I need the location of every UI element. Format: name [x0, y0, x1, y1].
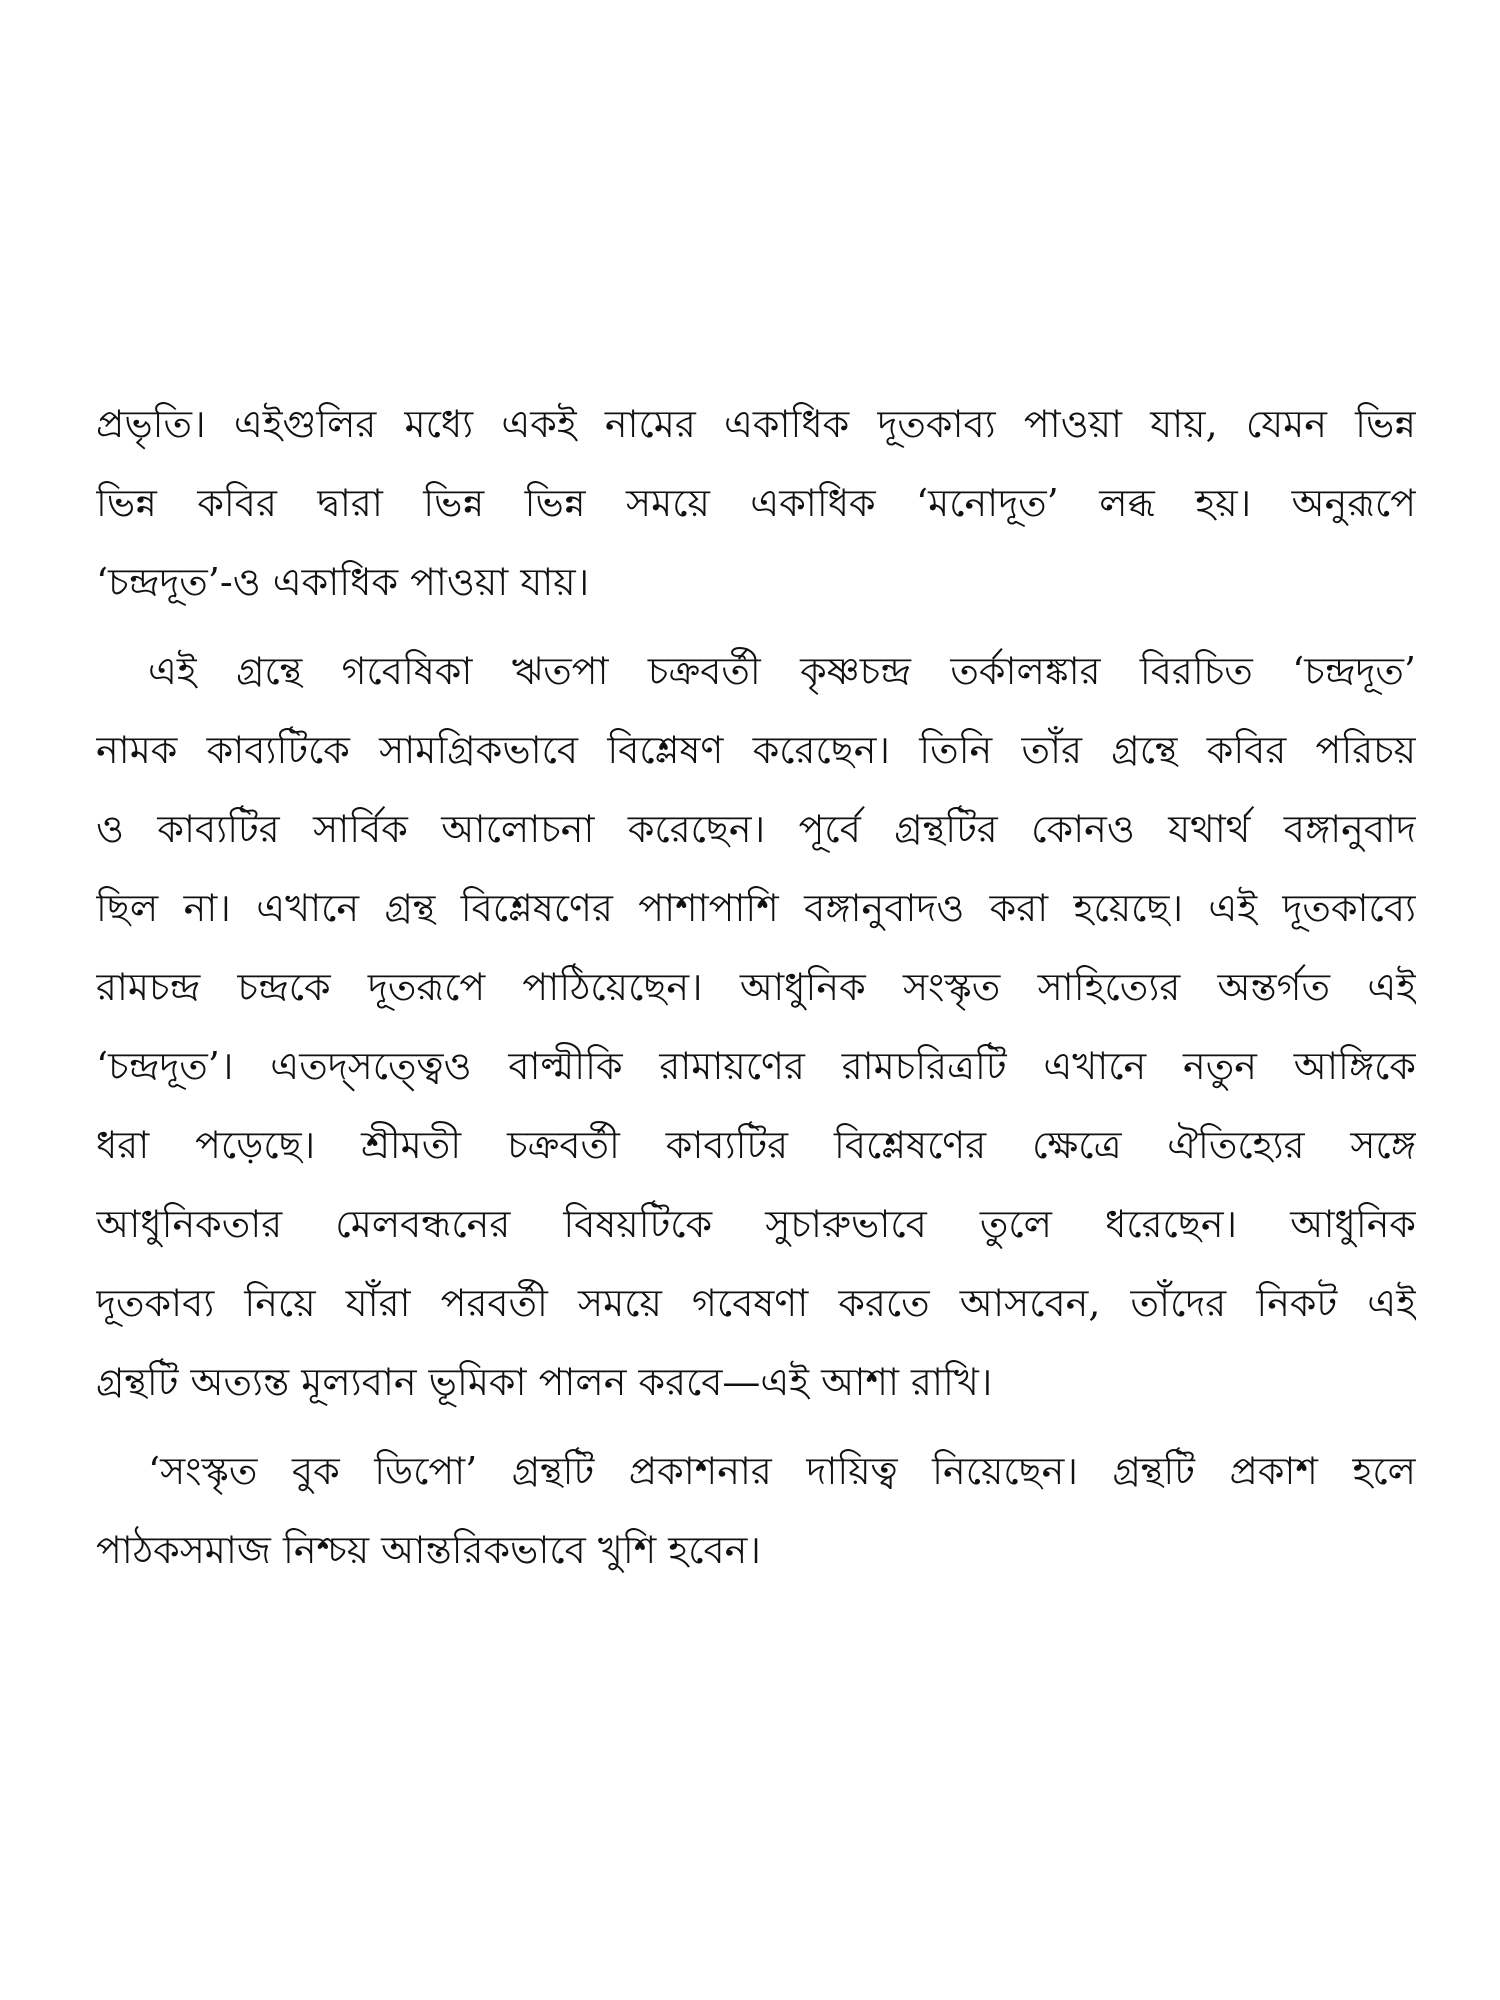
- paragraph-2: [96, 632, 1416, 1422]
- text-line: পাঠকসমাজ নিশ্চয় আন্তরিকভাবে খুশি হবেন।: [96, 1528, 761, 1572]
- text-line: ভিন্ন কবির দ্বারা ভিন্ন ভিন্ন সময়ে একাধিক ‘মনোদূত’ লব্ধ হয়। অনুরূপে: [96, 481, 1416, 525]
- body-text: [96, 385, 1416, 1590]
- text-line: দূতকাব্য নিয়ে যাঁরা পরবর্তী সময়ে গবেষণা করতে আসবেন, তাঁদের নিকট এই: [96, 1281, 1416, 1325]
- text-line: ‘চন্দ্রদূত’-ও একাধিক পাওয়া যায়।: [96, 560, 590, 604]
- text-line: রামচন্দ্র চন্দ্রকে দূতরূপে পাঠিয়েছেন। আধুনিক সংস্কৃত সাহিত্যের অন্তর্গত এই: [96, 965, 1416, 1009]
- text-line: ‘সংস্কৃত বুক ডিপো’ গ্রন্থটি প্রকাশনার দায়িত্ব নিয়েছেন। গ্রন্থটি প্রকাশ হলে: [148, 1449, 1416, 1493]
- text-line: ছিল না। এখানে গ্রন্থ বিশ্লেষণের পাশাপাশি বঙ্গানুবাদও করা হয়েছে। এই দূতকাব্যে: [96, 886, 1416, 930]
- text-line: গ্রন্থটি অত্যন্ত মূল্যবান ভূমিকা পালন করবে—এই আশা রাখি।: [96, 1360, 993, 1404]
- text-line: এই গ্রন্থে গবেষিকা ঋতপা চক্রবর্তী কৃষ্ণচন্দ্র তর্কালঙ্কার বিরচিত ‘চন্দ্রদূত’: [148, 649, 1416, 693]
- paragraph-1: [96, 385, 1416, 622]
- text-line: নামক কাব্যটিকে সামগ্রিকভাবে বিশ্লেষণ করেছেন। তিনি তাঁর গ্রন্থে কবির পরিচয়: [96, 728, 1416, 772]
- text-line: ও কাব্যটির সার্বিক আলোচনা করেছেন। পূর্বে গ্রন্থটির কোনও যথার্থ বঙ্গানুবাদ: [96, 807, 1416, 851]
- paragraph-3: [96, 1432, 1416, 1590]
- text-line: প্রভৃতি। এইগুলির মধ্যে একই নামের একাধিক দূতকাব্য পাওয়া যায়, যেমন ভিন্ন: [96, 402, 1416, 446]
- text-line: ধরা পড়েছে। শ্রীমতী চক্রবর্তী কাব্যটির বিশ্লেষণের ক্ষেত্রে ঐতিহ্যের সঙ্গে: [96, 1123, 1416, 1167]
- text-line: আধুনিকতার মেলবন্ধনের বিষয়টিকে সুচারুভাবে তুলে ধরেছেন। আধুনিক: [96, 1202, 1416, 1246]
- text-line: ‘চন্দ্রদূত’। এতদ্‌সত্ত্বেও বাল্মীকি রামায়ণের রামচরিত্রটি এখানে নতুন আঙ্গিকে: [96, 1044, 1416, 1088]
